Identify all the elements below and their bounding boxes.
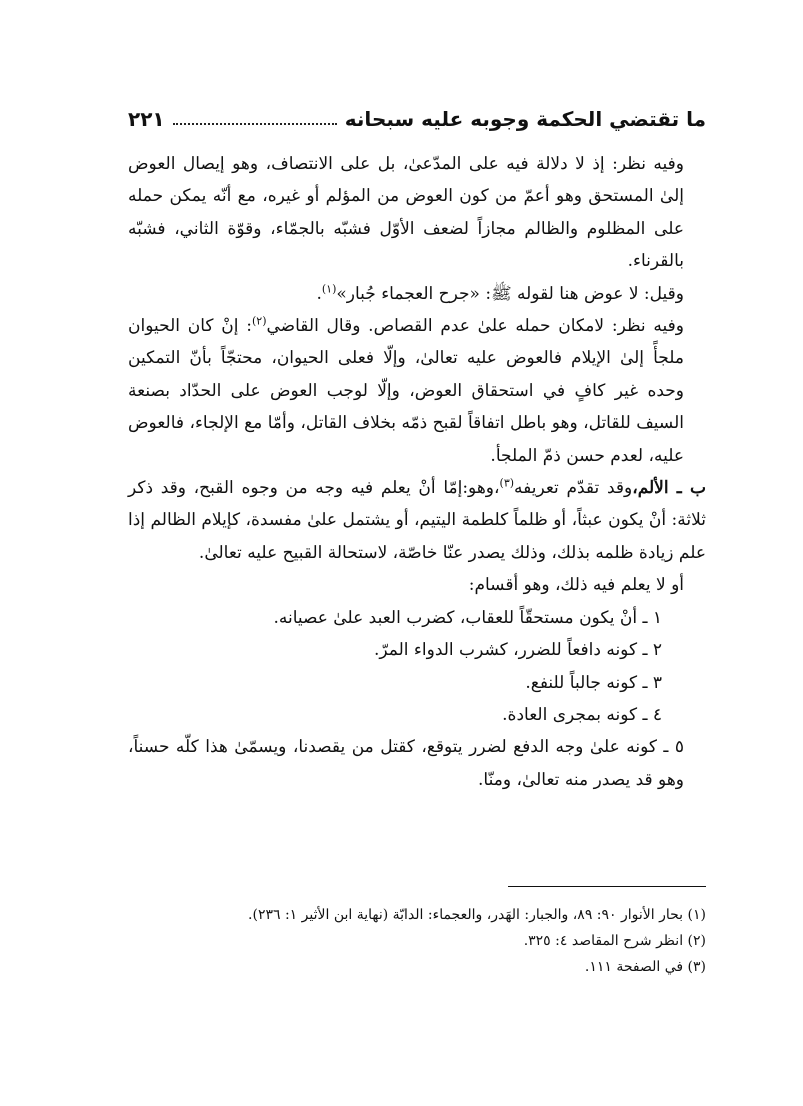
paragraph-4-b: ،وهو:إمّا أنْ يعلم فيه وجه من وجوه القبح، وقد ذكر ثلاثة: أنْ يكون عبثاً، أو ظلماً كلطمة اليتيم، أو يشتمل علىٰ مفسدة، كإيلام الظالم إذا علم زيادة ظلمه بذلك، وذلك يصدر عنّا خاصّة، لاستحالة القبيح عليه تعالىٰ. xyxy=(128,478,706,563)
paragraph-4-a: وقد تقدّم تعريفه xyxy=(514,478,633,499)
header-title: ما تقتضي الحكمة وجوبه عليه سبحانه xyxy=(344,107,706,131)
paragraph-3-a: وفيه نظر: لامكان حمله علىٰ عدم القصاص. وقال القاضي xyxy=(266,316,684,337)
paragraph-3 xyxy=(128,310,706,472)
footnote-ref-3: (٣) xyxy=(499,476,515,490)
list-item: ٢ ـ كونه دافعاً للضرر، كشرب الدواء المرّ. xyxy=(373,640,662,661)
main-text xyxy=(128,148,706,796)
footnote-2: (٢) انظر شرح المقاصد ٤: ٣٢٥. xyxy=(523,933,706,949)
list-item: ٣ ـ كونه جالباً للنفع. xyxy=(525,672,662,693)
header-dot-leader xyxy=(173,113,337,125)
page-number: ٢٢١ xyxy=(128,107,165,131)
footnotes xyxy=(128,902,706,980)
paragraph-2 xyxy=(128,278,706,310)
footnote-ref-1: (١) xyxy=(321,281,337,295)
footnote-1: (١) بحار الأنوار ٩٠: ٨٩، والجبار: الهَدر، والعجماء: الدابّة (نهاية ابن الأثير ١: ٢٣٦). xyxy=(248,907,706,923)
running-header xyxy=(128,104,706,134)
paragraph-4 xyxy=(128,472,706,569)
paragraph-5: أو لا يعلم فيه ذلك، وهو أقسام: xyxy=(468,575,684,596)
section-heading-pain: ب ـ الألم، xyxy=(632,478,706,499)
paragraph-1: وفيه نظر: إذ لا دلالة فيه على المدّعىٰ، بل على الانتصاف، وهو إيصال العوض إلىٰ المستحق وهو أعمّ من كون العوض من المؤلم أو غيره، مع أنّه يمكن حمله على المظلوم والظالم مجازاً لضعف الأوّل فشبّه بالجمّاء، وقوّة الثاني، فشبّه بالقرناء. xyxy=(128,154,684,272)
footnote-separator xyxy=(508,886,706,887)
list-item: ١ ـ أنْ يكون مستحقّاً للعقاب، كضرب العبد علىٰ عصيانه. xyxy=(273,607,662,628)
paragraph-2-end: . xyxy=(316,283,322,304)
paragraph-2-text: وقيل: لا عوض هنا لقوله ﷺ: «جرح العجماء جُبار» xyxy=(336,283,684,304)
list-item: ٤ ـ كونه بمجرى العادة. xyxy=(502,704,662,725)
footnote-ref-2: (٢) xyxy=(251,314,267,328)
footnote-3: (٣) في الصفحة ١١١. xyxy=(584,959,706,975)
list-item: ٥ ـ كونه علىٰ وجه الدفع لضرر يتوقع، كقتل من يقصدنا، ويسمّىٰ هذا كلّه حسناً، وهو قد يصدر منه تعالىٰ، ومنّا. xyxy=(128,737,684,790)
paragraph-3-b: : إنْ كان الحيوان ملجأً إلىٰ الإيلام فالعوض عليه تعالىٰ، وإلّا فعلى الحيوان، محتجّاً بأنّ التمكين وحده غير كافٍ في استحقاق العوض، وإلّا لوجب العوض على الحدّاد بصنعة السيف للقاتل، وهو باطل اتفاقاً لقبح ذمّه بخلاف القاتل، وأمّا مع الإلجاء، فالعوض عليه، لعدم حسن ذمّ الملجأ. xyxy=(128,316,684,466)
